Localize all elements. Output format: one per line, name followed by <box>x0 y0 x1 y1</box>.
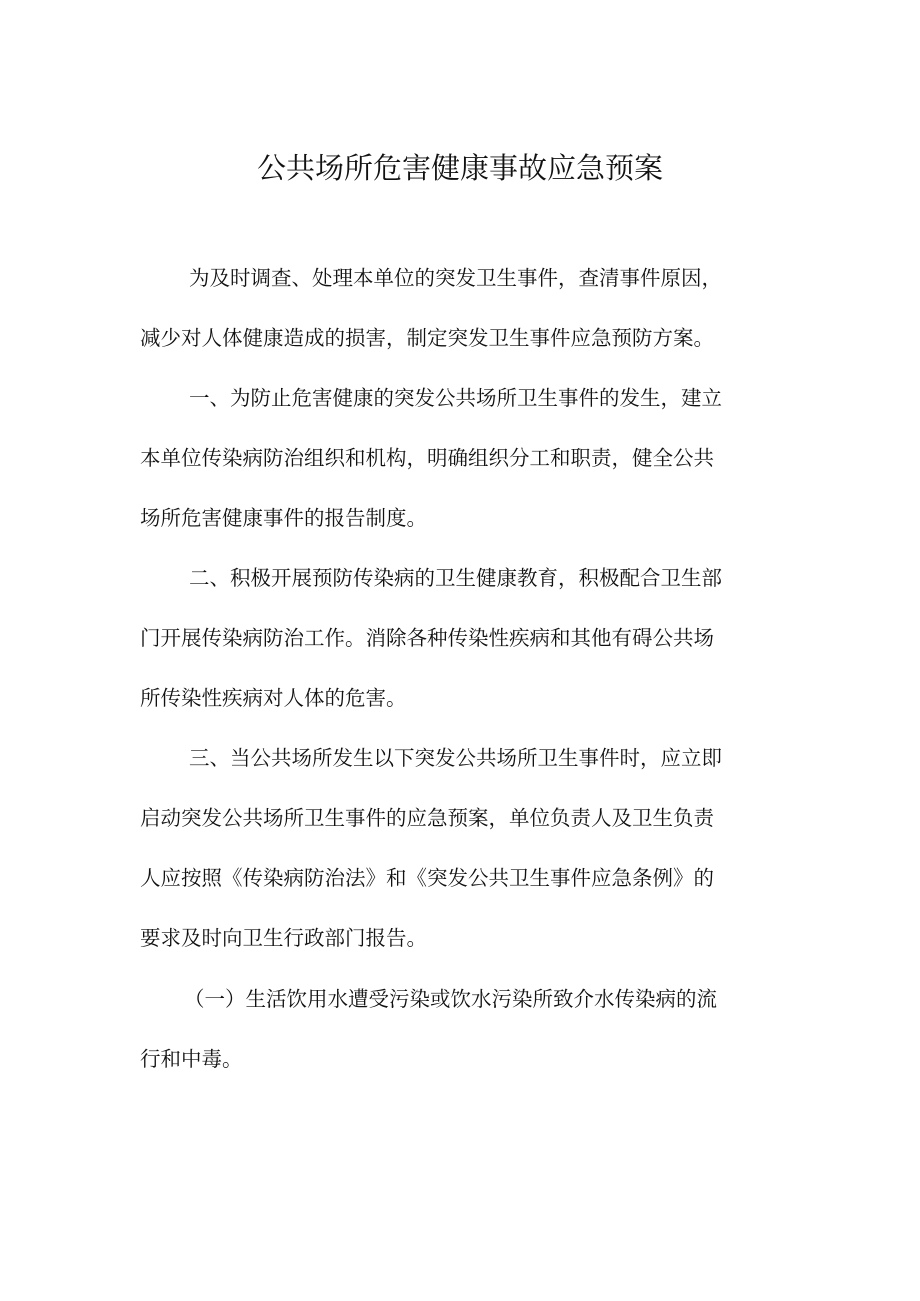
text-line: 启动突发公共场所卫生事件的应急预案，单位负责人及卫生负责 <box>140 806 714 830</box>
text-line: 为及时调查、处理本单位的突发卫生事件，查清事件原因， <box>189 266 722 290</box>
page-title: 公共场所危害健康事故应急预案 <box>256 151 663 185</box>
text-line: 门开展传染病防治工作。消除各种传染性疾病和其他有碍公共场 <box>140 626 714 650</box>
text-line: 本单位传染病防治组织和机构，明确组织分工和职责，健全公共 <box>140 446 714 470</box>
text-line: 要求及时向卫生行政部门报告。 <box>140 926 427 950</box>
text-line: 三、当公共场所发生以下突发公共场所卫生事件时，应立即 <box>189 746 722 770</box>
text-line: 行和中毒。 <box>140 1047 243 1071</box>
text-line: 二、积极开展预防传染病的卫生健康教育，积极配合卫生部 <box>189 566 722 590</box>
text-line: （一）生活饮用水遭受污染或饮水污染所致介水传染病的流 <box>184 987 717 1011</box>
text-line: 场所危害健康事件的报告制度。 <box>140 506 427 530</box>
text-line: 人应按照《传染病防治法》和《突发公共卫生事件应急条例》的 <box>140 866 714 890</box>
text-line: 减少对人体健康造成的损害，制定突发卫生事件应急预防方案。 <box>140 326 714 350</box>
text-line: 所传染性疾病对人体的危害。 <box>140 686 407 710</box>
text-line: 一、为防止危害健康的突发公共场所卫生事件的发生，建立 <box>189 386 722 410</box>
